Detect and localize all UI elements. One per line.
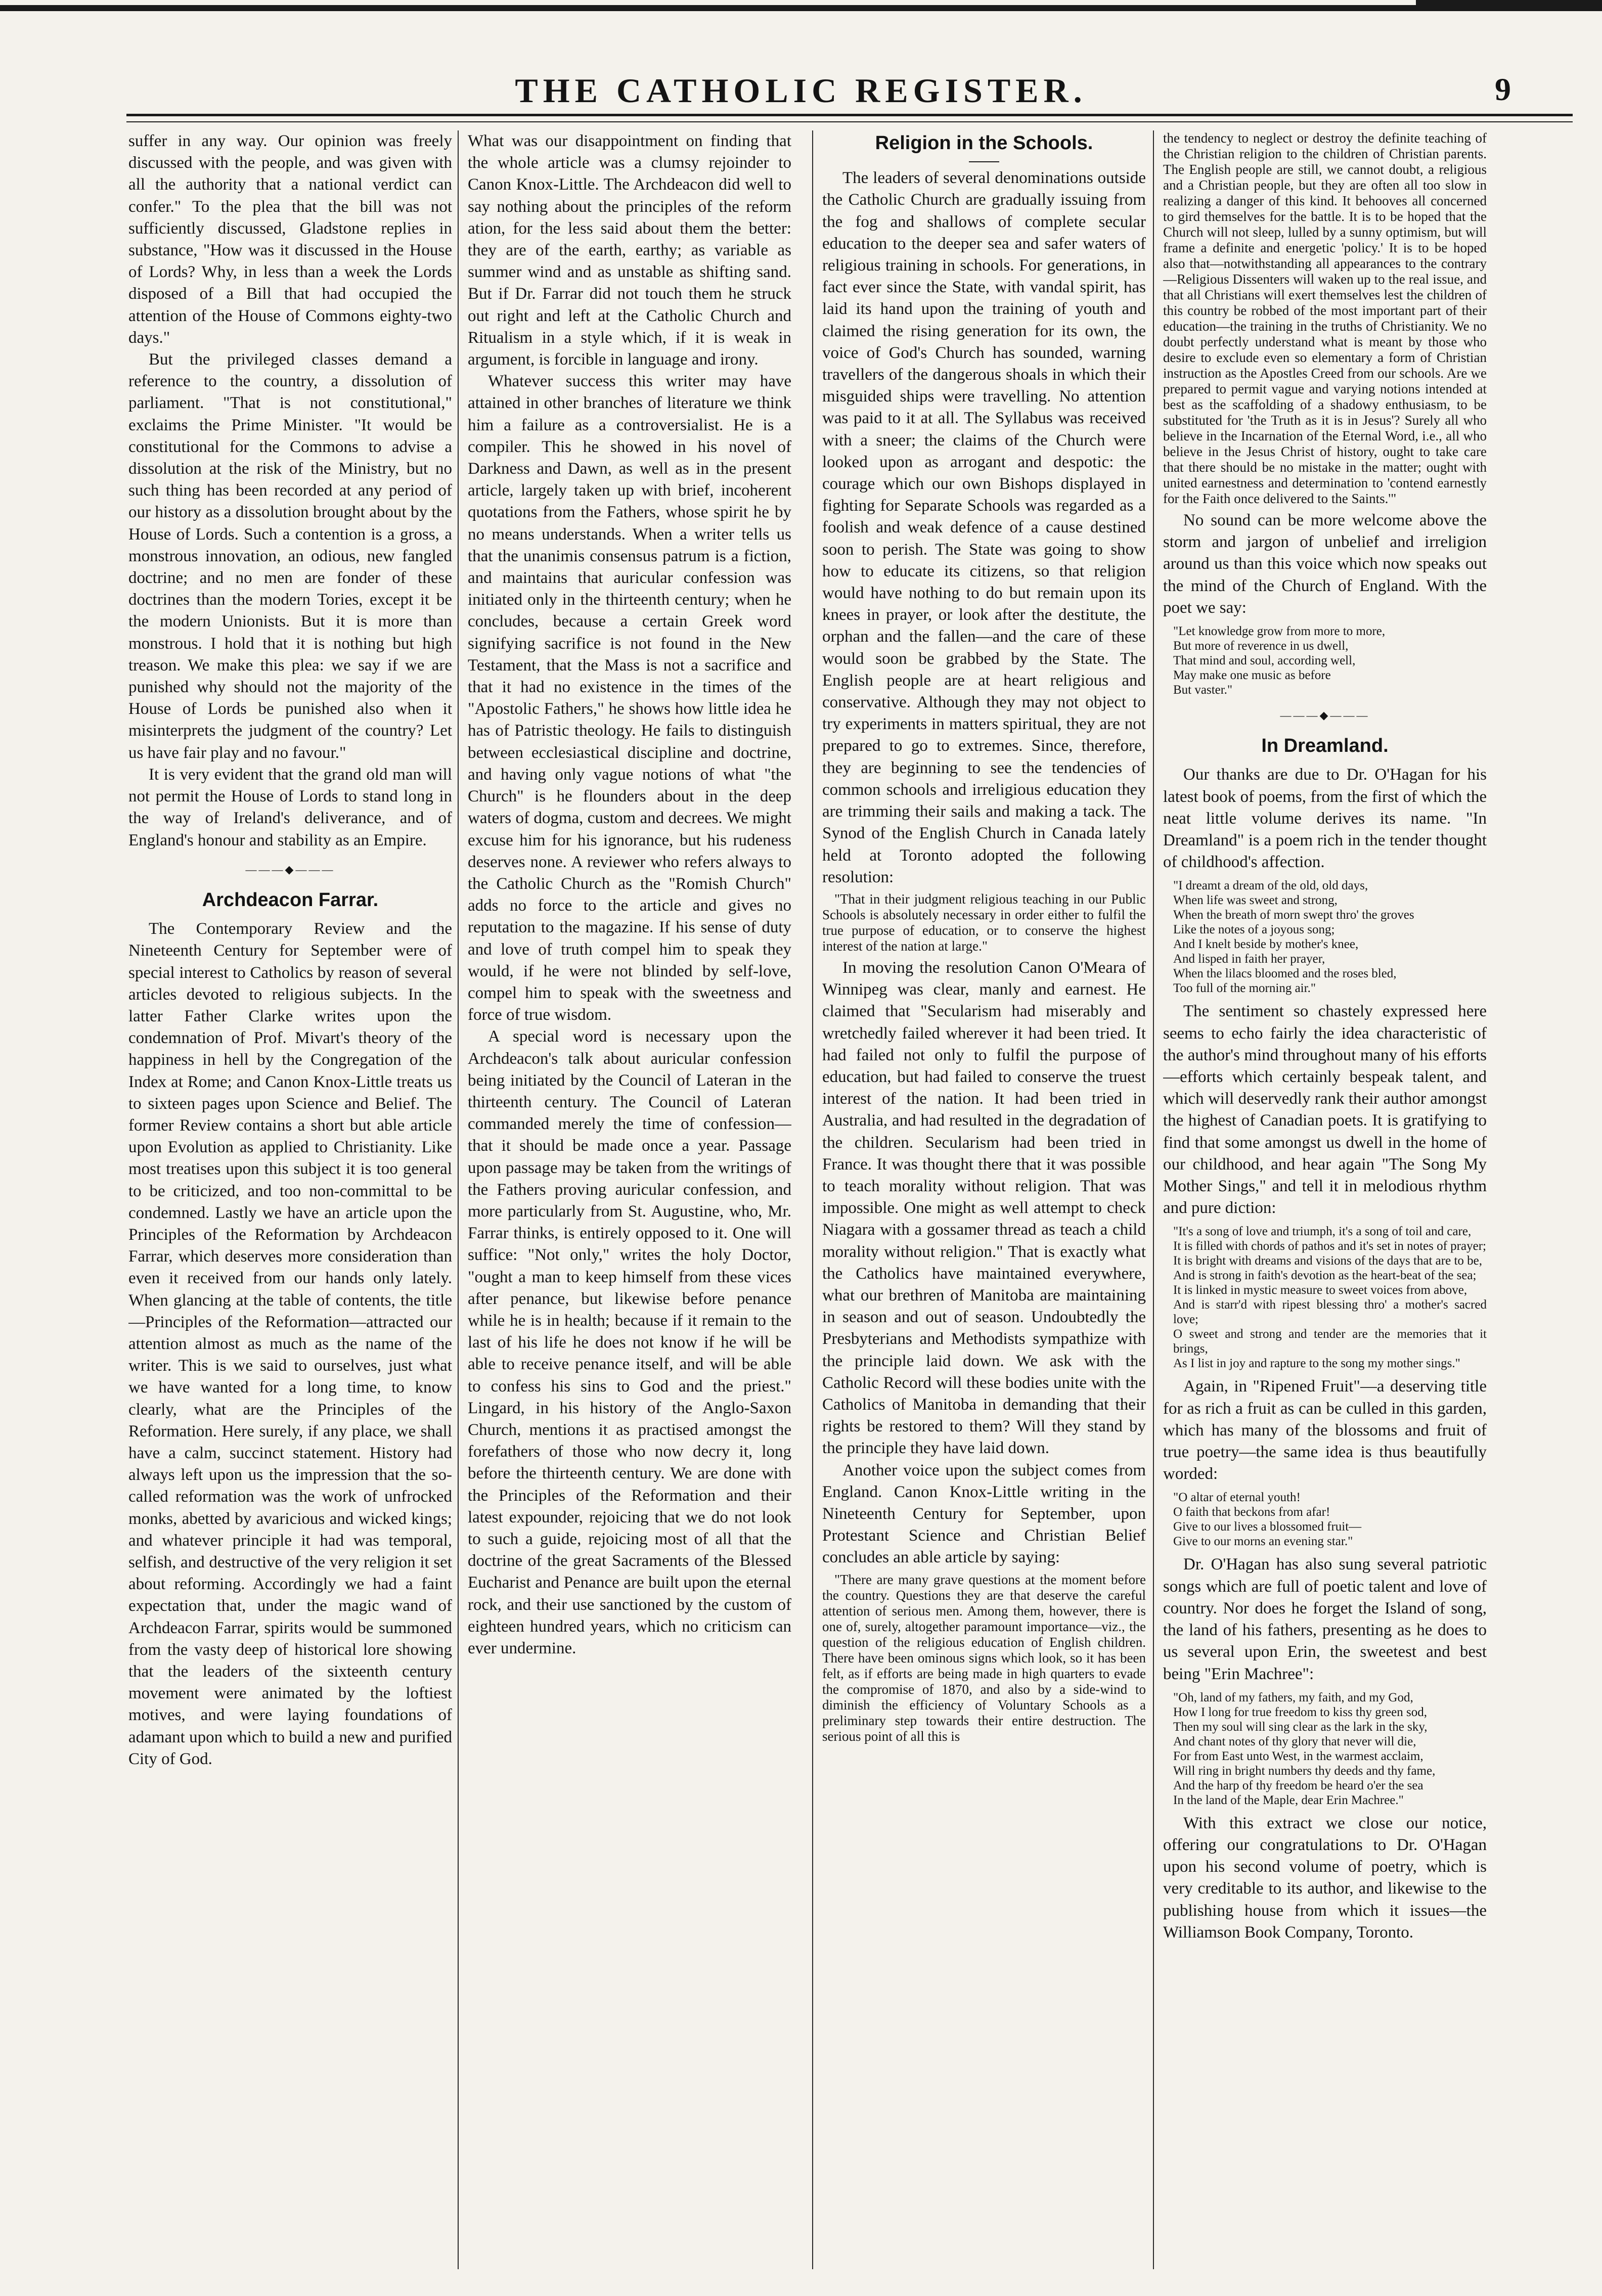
poem-line: May make one music as before — [1173, 668, 1331, 683]
poem-excerpt — [1173, 1224, 1487, 1371]
page-number: 9 — [1495, 71, 1511, 107]
column-divider — [812, 130, 813, 2269]
poem-line: It is filled with chords of pathos and it's set in notes of prayer; — [1173, 1239, 1486, 1253]
poem-line: That mind and soul, according well, — [1173, 654, 1356, 668]
poem-excerpt — [1173, 1490, 1487, 1549]
paragraph: Whatever success this writer may have attained in other branches of literature we think him a failure as a controversialist. He is a compiler. This he showed in his novel of Darkness and Dawn, as well as in the present article, largely taken up with brief, incoherent quotations from the Fathers, whose spirit he by no means understands. When a writer tells us that the unanimis consensus patrum is a fiction, and maintains that auricular confession was initiated only in the thirteenth century; when he concludes, because a certain Greek word signifying sacrifice is not found in the New Testament, that the Mass is not a sacrifice and that it had no existence in the times of the "Apostolic Fathers," he shows how little idea he has of Patristic theology. He fails to distinguish between ecclesiastical discipline and doctrine, and having only vague notions of what "the Church" is he flounders about in the deep waters of dogma, custom and decrees. We might excuse him for his ignorance, but his rudeness deserves none. A reviewer who refers always to the Catholic Church as the "Romish Church" adds no force to the article and gives no reputation to the magazine. If his sense of duty and love of truth compel him to speak they would, if he were not blinded by self-love, compel him to speak with the sweetness and force of true wisdom. — [468, 372, 791, 1024]
poem-line: "Let knowledge grow from more to more, — [1173, 624, 1386, 639]
paragraph: What was our disappointment on finding that the whole article was a clumsy rejoinder to Canon Knox-Little. The Archdeacon did well to say nothing about the principles of the reform ation, for the less said about them the better: they are of the earth, earthy; as variable as summer wind and as unstable as shifting sand. But if Dr. Farrar did not touch them he struck out right and left at the Catholic Church and Ritualism in a style which, if it is weak in argument, is forcible in language and irony. — [468, 132, 791, 369]
paragraph: In moving the resolution Canon O'Meara of Winnipeg was clear, manly and earnest. He claimed that "Secularism had miserably and wretchedly failed wherever it had been tried. It had failed not only to fulfil the purpose of education, but had failed to conserve the truest interest of the nation. It had been tried in Australia, and had resulted in the degradation of the children. Secularism had been tried in France. It was thought there that it was possible to teach morality without religion. That was impossible. One might as well attempt to check Niagara with a gossamer thread as teach a child morality without religion." That is exactly what the Catholics have maintained everywhere, what our brethren of Manitoba are maintaining in season and out of season. Undoubtedly the Presbyterians and Methodists sympathize with the principle laid down. We ask with the Catholic Record will these bodies unite with the Catholics of Manitoba in demanding that their rights be restored to them? Will they stand by the principle they have laid down. — [822, 958, 1146, 1458]
section-ornament: ―――◆――― — [245, 863, 335, 876]
header-rule — [126, 114, 1573, 116]
poem-line: For from East unto West, in the warmest acclaim, — [1173, 1749, 1423, 1763]
poem-line: When the lilacs bloomed and the roses bled, — [1173, 967, 1397, 981]
block-quote: "That in their judgment religious teaching in our Public Schools is absolutely necessary in order either to fulfil the true purpose of education, or to conserve the highest interest of the nation at large." — [822, 891, 1146, 954]
heading-rule — [969, 161, 999, 162]
article-column-4 — [1163, 130, 1487, 2269]
poem-line: Give to our morns an evening star." — [1173, 1535, 1353, 1549]
paragraph: A special word is necessary upon the Archdeacon's talk about auricular confession being initiated by the Council of Lateran in the thirteenth century. The Council of Lateran commanded merely the time of confession—that it should be made once a year. Passage upon passage may be taken from the writings of the Fathers proving auricular confession, and more particularly from St. Augustine, who, Mr. Farrar thinks, is entirely opposed to it. One will suffice: "Not only," writes the holy Doctor, "ought a man to keep himself from these vices after penance, but likewise before penance while he is in health; because if it remain to the last of his life he does not know if he will be able to receive penance itself, and will be able to confess his sins to God and the priest." Lingard, in his history of the Anglo-Saxon Church, mentions it as practised amongst the forefathers of those who now decry it, long before the thirteenth century. We are done with the Principles of the Reformation and their latest expounder, rejoicing that we do not look to such a guide, rejoicing most of all that the doctrine of the great Sacraments of the Blessed Eucharist and Penance are built upon the eternal rock, and their use sanctioned by the custom of eighteen hundred years, which no criticism can ever undermine. — [468, 1027, 791, 1658]
poem-line: But vaster." — [1173, 683, 1233, 697]
poem-line: In the land of the Maple, dear Erin Machree." — [1173, 1793, 1404, 1807]
block-quote: "There are many grave questions at the moment before the country. Questions they are that deserve the careful attention of serious men. Among them, however, there is one of, surely, altogether paramount importance—viz., the question of the religious education of English children. There have been ominous signs which look, so it has been felt, as if efforts are being made in high quarters to evade the compromise of 1870, and also by a side-wind to diminish the efficiency of Voluntary Schools as a preliminary step towards their entire destruction. The serious point of all this is — [822, 1571, 1146, 1744]
poem-line: It is bright with dreams and visions of the days that are to be, — [1173, 1254, 1482, 1268]
poem-line: O sweet and strong and tender are the memories that it brings, — [1173, 1327, 1487, 1356]
poem-line: Will ring in bright numbers thy deeds and thy fame, — [1173, 1764, 1436, 1778]
paragraph: suffer in any way. Our opinion was freely discussed with the people, and was given with all the authority that a national verdict can confer." To the plea that the bill was not sufficiently discussed, Gladstone replies in substance, "How was it discussed in the House of Lords? Why, in less than a week the Lords disposed of a Bill that had occupied the attention of the House of Commons eighty-two days." — [128, 132, 452, 347]
paragraph: It is very evident that the grand old man will not permit the House of Lords to stand long in the way of Ireland's deliverance, and of England's honour and stability as an Empire. — [128, 765, 452, 849]
poem-line: As I list in joy and rapture to the song my mother sings." — [1173, 1357, 1460, 1371]
poem-line: And is starr'd with ripest blessing thro' a mother's sacred love; — [1173, 1298, 1487, 1327]
poem-line: And lisped in faith her prayer, — [1173, 952, 1325, 966]
poem-excerpt — [1173, 624, 1487, 697]
paragraph: No sound can be more welcome above the storm and jargon of unbelief and irreligion around us than this voice which now speaks out the mind of the Church of England. With the poet we say: — [1163, 511, 1487, 617]
article-column-3 — [822, 130, 1146, 2269]
poem-line: "O altar of eternal youth! — [1173, 1491, 1301, 1505]
poem-line: It is linked in mystic measure to sweet voices from above, — [1173, 1283, 1467, 1297]
poem-excerpt — [1173, 1690, 1487, 1808]
poem-line: And is strong in faith's devotion as the heart-beat of the sea; — [1173, 1269, 1477, 1283]
column-divider — [1153, 130, 1154, 2269]
poem-line: And the harp of thy freedom be heard o'er the sea — [1173, 1778, 1423, 1792]
newspaper-masthead: THE CATHOLIC REGISTER. — [515, 71, 1087, 110]
page-bottom-margin — [0, 2270, 1602, 2296]
block-quote: the tendency to neglect or destroy the definite teaching of the Christian religion to the children of Christian parents. The English people are still, we cannot doubt, a religious and a Christian people, but they are often all too slow in realizing a danger of this kind. It behooves all concerned to gird themselves for the battle. It is to be hoped that the Church will not sleep, lulled by a sunny optimism, but will frame a definite and energetic 'policy.' It is to be hoped also that—notwithstanding all appearances to the contrary—Religious Dissenters will waken up to the real issue, and that all Christians will exert themselves lest the children of this country be robbed of the most important part of their education—the training in the truths of Christianity. We no doubt perfectly understand what is meant by those who desire to exclude even so elementary a form of Christian instruction as the Apostles Creed from our schools. Are we prepared to permit vague and varying notions intended at best as the scaffolding of a shadowy enthusiasm, to be substituted for 'the Truth as it is in Jesus'? Surely all who believe in the Incarnation of the Eternal Word, i.e., all who believe in the Jesus Christ of history, ought to take care that there should be no mistake in the matter; ought with united earnestness and determination to 'contend earnestly for the Faith once delivered to the Saints.'" — [1163, 130, 1487, 506]
poem-line: When the breath of morn swept thro' the groves — [1173, 908, 1414, 922]
poem-line: "It's a song of love and triumph, it's a song of toil and care, — [1173, 1225, 1472, 1239]
paragraph: The Contemporary Review and the Nineteenth Century for September were of special interest to Catholics by reason of several articles devoted to religious subjects. In the latter Father Clarke writes upon the condemnation of Prof. Mivart's theory of the happiness in hell by the Congregation of the Index at Rome; and Canon Knox-Little treats us to sixteen pages upon Science and Belief. The former Review contains a short but able article upon Evolution as applied to Christianity. Like most treatises upon this subject it is too general to be criticized, and too non-committal to be condemned. Lastly we have an article upon the Principles of the Reformation by Archdeacon Farrar, which deserves more consideration than even it received from our hands only lately. When glancing at the table of contents, the title—Principles of the Reformation—attracted our attention almost as much as the name of the writer. This is we said to ourselves, just what we have wanted for a long time, to know clearly, what are the Principles of the Reformation. Here surely, if any place, we shall have a calm, succinct statement. History had always left upon us the impression that the so-called reformation was the work of unfrocked monks, abetted by avaricious and wicked kings; and whatever principle it had was temporal, selfish, and destructive of the very religion it set about reforming. Accordingly we had a faint expectation that, under the magic wand of Archdeacon Farrar, spirits would be summoned from the vasty deep of historical lore showing that the leaders of the sixteenth century movement were animated by the loftiest motives, and were laying foundations of adamant upon which to build a new and purified City of God. — [128, 920, 452, 1768]
article-heading: Religion in the Schools. — [875, 132, 1093, 154]
paragraph: The sentiment so chastely expressed here seems to echo fairly the idea characteristic of the author's mind throughout many of his efforts—efforts which certainly bespeak talent, and which will deservedly rank their author amongst the highest of Canadian poets. It is gratifying to find that some amongst us dwell in the home of our childhood, and hear again "The Song My Mother Sings," and tell it in melodious rhythm and pure diction: — [1163, 1002, 1487, 1218]
article-heading: Archdeacon Farrar. — [202, 889, 379, 911]
poem-line: And chant notes of thy glory that never will die, — [1173, 1734, 1416, 1748]
paragraph: Again, in "Ripened Fruit"—a deserving title for as rich a fruit as can be culled in this garden, which has many of the blossoms and fruit of true poetry—the same idea is thus beautifully worded: — [1163, 1377, 1487, 1483]
section-ornament: ―――◆――― — [1280, 709, 1370, 722]
paragraph: But the privileged classes demand a reference to the country, a dissolution of parliament. "That is not constitutional," exclaims the Prime Minister. "It would be constitutional for the Commons to advise a dissolution at the risk of the Ministry, but no such thing has been recorded at any period of our history as a dissolution brought about by the House of Lords. Such a contention is a gross, a monstrous innovation, an odious, new fangled doctrine; and no men are fonder of these doctrines than the modern Tories, except it be the modern Unionists. But it is more than monstrous. I hold that it is nothing but high treason. We make this plea: we say if we are punished why should not the majority of the House of Lords be punished also when it misinterprets the judgment of the country? Let us have fair play and no favour." — [128, 350, 452, 762]
paragraph: Dr. O'Hagan has also sung several patriotic songs which are full of poetic talent and love of country. Nor does he forget the Island of song, the land of his fathers, presenting as he does to us several upon Erin, the sweetest and best being "Erin Machree": — [1163, 1555, 1487, 1683]
top-border-rule — [0, 5, 1602, 11]
article-column-2 — [468, 130, 791, 2269]
poem-line: When life was sweet and strong, — [1173, 893, 1338, 908]
paragraph: Another voice upon the subject comes from England. Canon Knox-Little writing in the Nineteenth Century for September, upon Protestant Science and Christian Belief concludes an able article by saying: — [822, 1461, 1146, 1567]
poem-line: Give to our lives a blossomed fruit— — [1173, 1520, 1362, 1534]
poem-line: But more of reverence in us dwell, — [1173, 639, 1349, 653]
article-column-1 — [128, 130, 452, 2269]
poem-line: "Oh, land of my fathers, my faith, and my God, — [1173, 1690, 1413, 1704]
article-heading: In Dreamland. — [1261, 735, 1389, 757]
poem-line: Too full of the morning air." — [1173, 981, 1316, 996]
paragraph: Our thanks are due to Dr. O'Hagan for his latest book of poems, from the first of which the neat little volume derives its name. "In Dreamland" is a poem rich in the tender thought of childhood's affection. — [1163, 766, 1487, 872]
column-divider — [458, 130, 459, 2269]
top-border-rule-right — [1416, 0, 1602, 11]
poem-line: Then my soul will sing clear as the lark in the sky, — [1173, 1720, 1428, 1734]
poem-line: Like the notes of a joyous song; — [1173, 923, 1335, 937]
poem-excerpt — [1173, 878, 1487, 996]
poem-line: O faith that beckons from afar! — [1173, 1505, 1330, 1519]
poem-line: And I knelt beside by mother's knee, — [1173, 937, 1359, 952]
poem-line: "I dreamt a dream of the old, old days, — [1173, 879, 1368, 893]
header-rule-thin — [126, 121, 1573, 122]
poem-line: How I long for true freedom to kiss thy green sod, — [1173, 1705, 1427, 1719]
paragraph: The leaders of several denominations outside the Catholic Church are gradually issuing from the fog and shallows of complete secular education to the deeper sea and safer waters of religious training in schools. For generations, in fact ever since the State, with vandal spirit, has laid its hand upon the training of youth and claimed the rising generation for its own, the voice of God's Church has sounded, warning travellers of the dangerous shoals in which their misguided ships were travelling. No attention was paid to it at all. The Syllabus was received with a sneer; the claims of the Church were looked upon as arrogant and despotic: the courage which our own Bishops displayed in fighting for Separate Schools was regarded as a foolish and weak defence of a cause destined soon to perish. The State was going to show how to educate its citizens, so that religion would have nothing to do but remain upon its knees in prayer, or look after the destitute, the orphan and the fallen—and the care of these would soon be grabbed by the State. The English people are at heart religious and conservative. Although they may not object to try experiments in matters spiritual, they are not prepared to go to extremes. Since, therefore, they are beginning to see the tendencies of common schools and irreligious education they are trimming their sails and making a tack. The Synod of the English Church in Canada lately held at Toronto adopted the following resolution: — [822, 169, 1146, 886]
paragraph: With this extract we close our notice, offering our congratulations to Dr. O'Hagan upon his second volume of poetry, which is very creditable to its author, and likewise to the publishing house from which it issues—the Williamson Book Company, Toronto. — [1163, 1814, 1487, 1942]
